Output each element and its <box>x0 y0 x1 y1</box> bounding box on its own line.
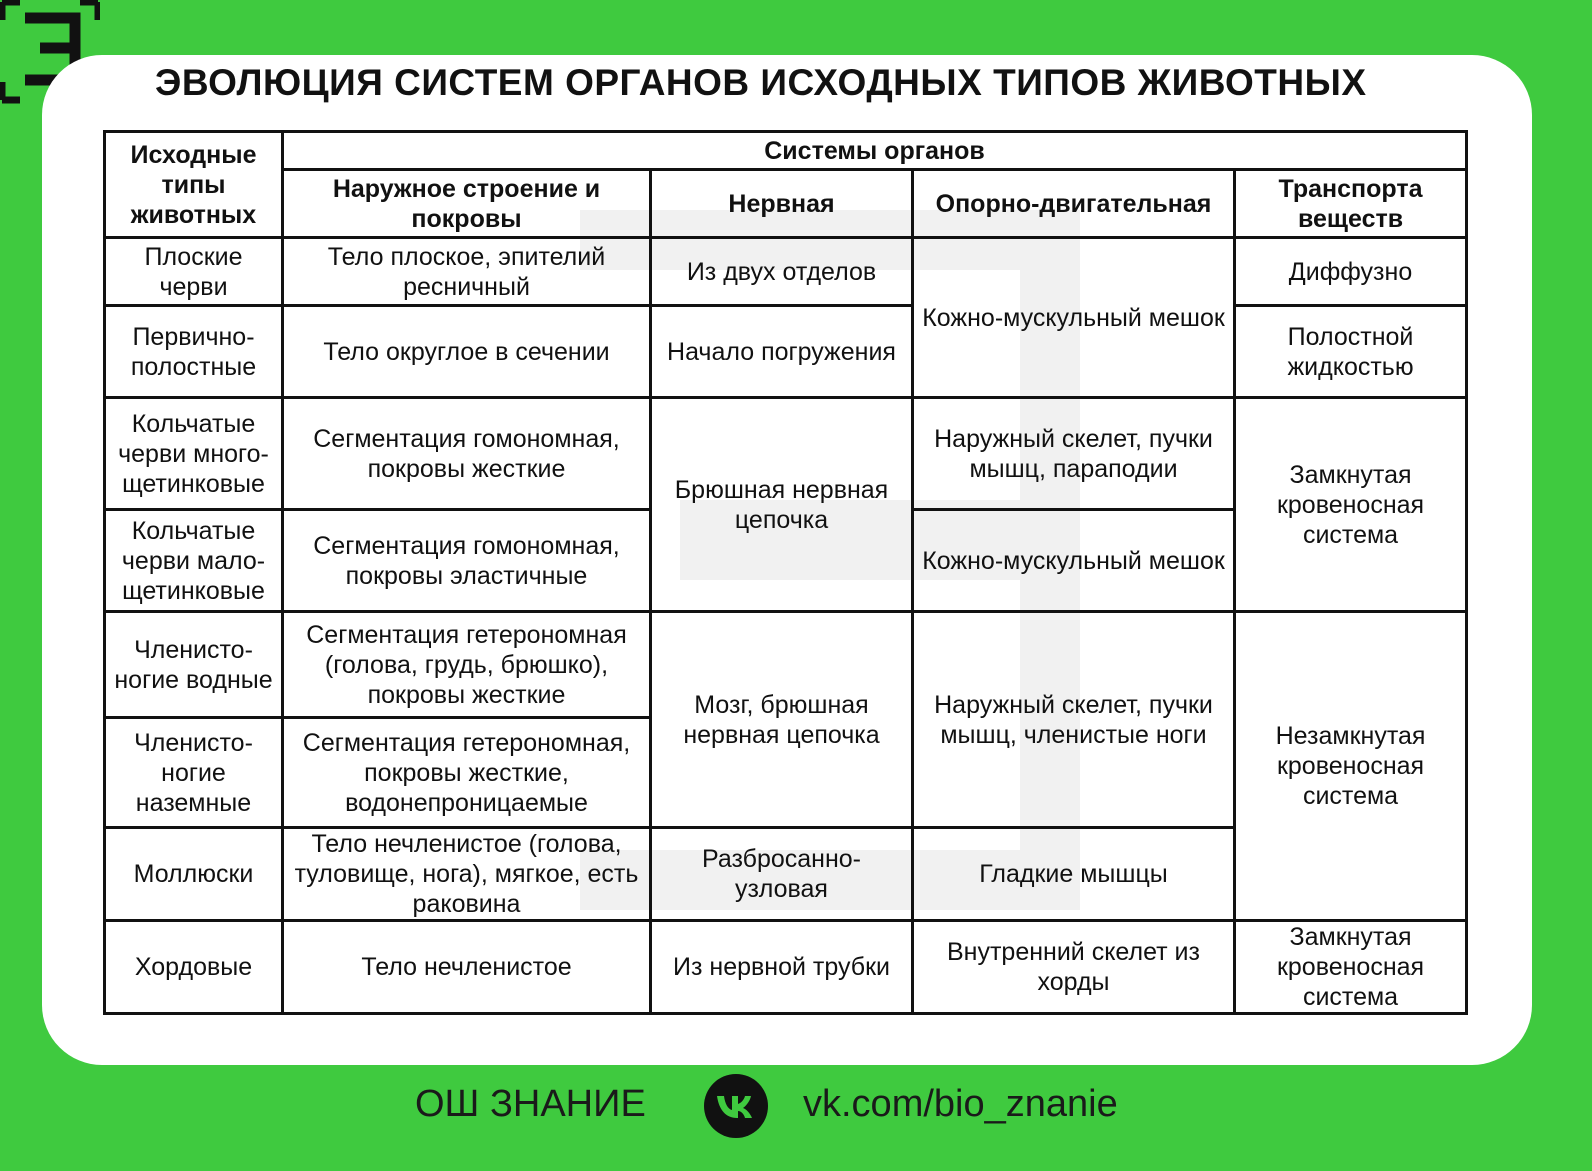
merged-locomotor-worms: Кожно-мускульный мешок <box>913 238 1235 398</box>
header-transport: Транспорта веществ <box>1235 170 1467 238</box>
page-title: ЭВОЛЮЦИЯ СИСТЕМ ОРГАНОВ ИСХОДНЫХ ТИПОВ ЖИВОТНЫХ <box>155 62 1367 103</box>
merged-transport-annelids: Замкнутая кровеносная система <box>1235 398 1467 612</box>
row-type-cell: Хордовые <box>105 921 283 1014</box>
row-external-cell: Тело округлое в сечении <box>283 306 651 398</box>
row-type-cell: Членисто-ногие водные <box>105 612 283 718</box>
header-nervous: Нервная <box>651 170 913 238</box>
footer-vk-link[interactable]: vk.com/bio_znanie <box>803 1083 1118 1125</box>
row-type-cell: Членисто-ногие наземные <box>105 718 283 828</box>
row-type-cell: Первично-полостные <box>105 306 283 398</box>
vk-logo-icon[interactable] <box>703 1073 769 1139</box>
row-external-cell: Тело нечленистое <box>283 921 651 1014</box>
row-locomotor-cell: Кожно-мускульный мешок <box>913 510 1235 612</box>
header-systems: Системы органов <box>283 132 1467 170</box>
row-type-cell: Кольчатые черви много-щетинковые <box>105 398 283 510</box>
row-transport-cell: Диффузно <box>1235 238 1467 306</box>
header-locomotor: Опорно-двигательная <box>913 170 1235 238</box>
header-external: Наружное строение и покровы <box>283 170 651 238</box>
merged-transport-arthropods-molluscs: Незамкнутая кровеносная система <box>1235 612 1467 921</box>
row-locomotor-cell: Наружный скелет, пучки мышц, параподии <box>913 398 1235 510</box>
row-external-cell: Сегментация гомономная, покровы эластичные <box>283 510 651 612</box>
row-external-cell: Сегментация гетерономная, покровы жесткие, водонепроницаемые <box>283 718 651 828</box>
merged-locomotor-arthropods: Наружный скелет, пучки мышц, членистые ноги <box>913 612 1235 828</box>
row-type-cell: Плоские черви <box>105 238 283 306</box>
merged-nervous-arthropods: Мозг, брюшная нервная цепочка <box>651 612 913 828</box>
row-nervous-cell: Из нервной трубки <box>651 921 913 1014</box>
row-external-cell: Тело плоское, эпителий ресничный <box>283 238 651 306</box>
footer-brand: ОШ ЗНАНИЕ <box>415 1083 646 1125</box>
merged-nervous-annelids: Брюшная нервная цепочка <box>651 398 913 612</box>
row-nervous-cell: Начало погружения <box>651 306 913 398</box>
row-external-cell: Тело нечленистое (голова, туловище, нога), мягкое, есть раковина <box>283 828 651 921</box>
row-external-cell: Сегментация гетерономная (голова, грудь, брюшко), покровы жесткие <box>283 612 651 718</box>
row-transport-cell: Полостной жидкостью <box>1235 306 1467 398</box>
row-transport-cell: Замкнутая кровеносная система <box>1235 921 1467 1014</box>
row-locomotor-cell: Гладкие мышцы <box>913 828 1235 921</box>
header-types: Исходные типы животных <box>105 132 283 238</box>
row-external-cell: Сегментация гомономная, покровы жесткие <box>283 398 651 510</box>
row-nervous-cell: Из двух отделов <box>651 238 913 306</box>
row-type-cell: Кольчатые черви мало-щетинковые <box>105 510 283 612</box>
row-locomotor-cell: Внутренний скелет из хорды <box>913 921 1235 1014</box>
row-nervous-cell: Разбросанно-узловая <box>651 828 913 921</box>
row-type-cell: Моллюски <box>105 828 283 921</box>
organ-systems-table <box>103 130 1468 1015</box>
